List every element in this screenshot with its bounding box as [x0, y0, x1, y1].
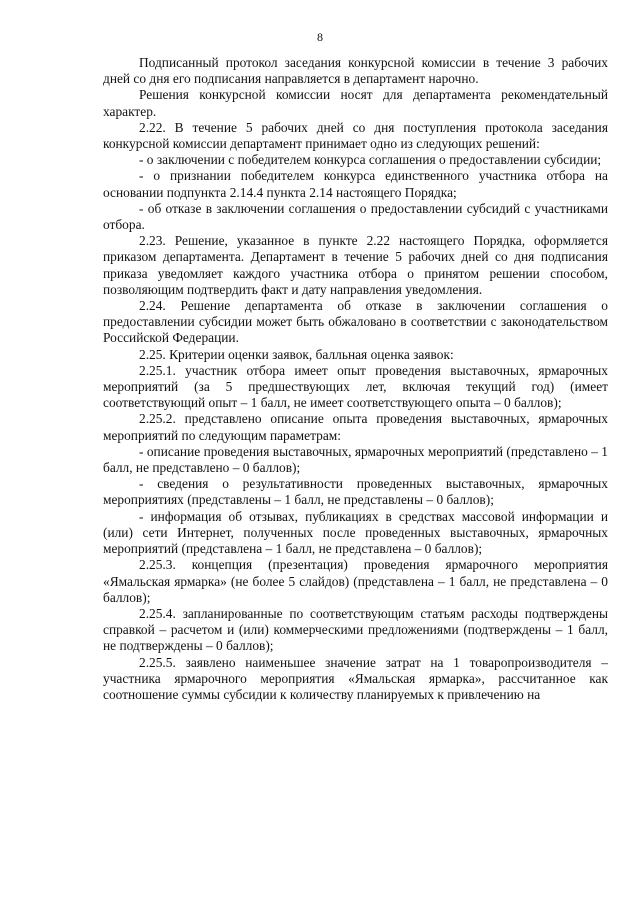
list-item-results: - сведения о результативности проведенных выставочных, ярмарочных мероприятиях (представлены – 1 балл, не представлены – 0 баллов); [103, 476, 608, 508]
paragraph-protocol-sent: Подписанный протокол заседания конкурсной комиссии в течение 3 рабочих дней со дня его подписания направляется в департамент нарочно. [103, 55, 608, 87]
document-body [103, 55, 608, 703]
paragraph-2-25-1: 2.25.1. участник отбора имеет опыт проведения выставочных, ярмарочных мероприятий (за 5 предшествующих лет, включая текущий год) (имеет соответствующий опыт – 1 балл, не имеет соответствующего опыта – 0 баллов); [103, 362, 608, 411]
paragraph-2-25-4: 2.25.4. запланированные по соответствующим статьям расходы подтверждены справкой – расчетом и (или) коммерческими предложениями (подтверждены – 1 балл, не подтверждены – 0 баллов); [103, 605, 608, 654]
page-number: 8 [317, 30, 323, 44]
list-item-conclude-agreement: - о заключении с победителем конкурса соглашения о предоставлении субсидии; [139, 152, 602, 168]
paragraph-2-25-3: 2.25.3. концепция (презентация) проведения ярмарочного мероприятия «Ямальская ярмарка» (не более 5 слайдов) (представлена – 1 балл, не представлена – 0 баллов); [103, 557, 608, 605]
paragraph-2-25: 2.25. Критерии оценки заявок, балльная оценка заявок: [139, 346, 454, 362]
list-item-single-participant: - о признании победителем конкурса единственного участника отбора на основании подпункта 2.14.4 пункта 2.14 настоящего Порядка; [103, 168, 608, 200]
list-item-reviews: - информация об отзывах, публикациях в средствах массовой информации и (или) сети Интернет, полученных после проведенных выставочных, ярмарочных мероприятий (представлена – 1 балл, не представлена – 0 баллов); [103, 508, 608, 557]
paragraph-commission-decisions: Решения конкурсной комиссии носят для департамента рекомендательный характер. [103, 87, 608, 119]
paragraph-2-25-5: 2.25.5. заявлено наименьшее значение затрат на 1 товаропроизводителя – участника ярмарочного мероприятия «Ямальская ярмарка», рассчитанное как соотношение суммы субсидии к количеству планируемых к привлечению на [103, 654, 608, 702]
paragraph-2-25-2: 2.25.2. представлено описание опыта проведения выставочных, ярмарочных мероприятий по следующим параметрам: [103, 411, 608, 443]
paragraph-2-22: 2.22. В течение 5 рабочих дней со дня поступления протокола заседания конкурсной комиссии департамент принимает одно из следующих решений: [103, 119, 608, 152]
paragraph-2-23: 2.23. Решение, указанное в пункте 2.22 настоящего Порядка, оформляется приказом департамента. Департамент в течение 5 рабочих дней со дня подписания приказа уведомляет каждого участника отбора о принятом решении способом, позволяющим подтвердить факт и дату направления уведомления. [103, 233, 608, 297]
paragraph-2-24: 2.24. Решение департамента об отказе в заключении соглашения о предоставлении субсидии может быть обжаловано в соответствии с законодательством Российской Федерации. [103, 298, 608, 346]
list-item-refuse-agreement: - об отказе в заключении соглашения о предоставлении субсидий с участниками отбора. [103, 200, 608, 233]
list-item-description: - описание проведения выставочных, ярмарочных мероприятий (представлено – 1 балл, не представлено – 0 баллов); [103, 443, 608, 476]
